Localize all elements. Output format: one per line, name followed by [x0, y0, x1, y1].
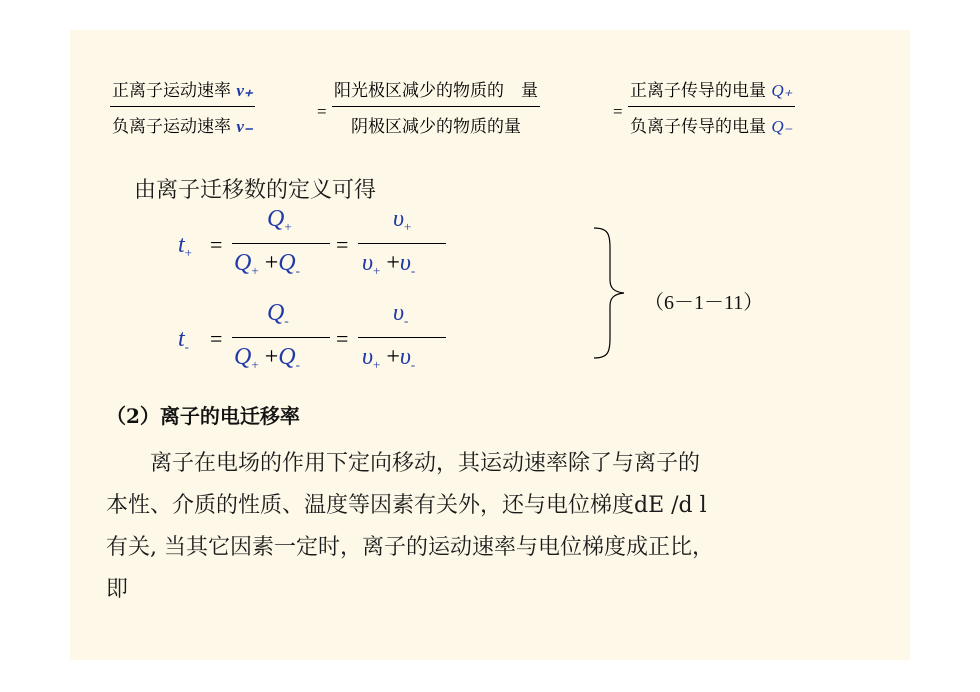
paragraph-line-2: 本性、介质的性质、温度等因素有关外，还与电位梯度dE /d l — [106, 493, 707, 518]
t-plus-symbol: $t_+$ — [178, 232, 193, 260]
velocity-ratio-fraction — [110, 76, 255, 137]
charge-ratio-fraction — [628, 76, 795, 137]
amount-ratio-fraction — [332, 76, 540, 137]
anion-velocity-label: 负离子运动速率 — [112, 117, 231, 137]
t-minus-equals-2: = — [336, 326, 349, 351]
t-plus-equals: = — [210, 232, 223, 257]
t-minus-velocity-denominator: $\upsilon_+ +\upsilon_-$ — [362, 344, 416, 372]
cation-charge-label: 正离子传导的电量 — [630, 81, 766, 101]
t-plus-equals-2: = — [336, 232, 349, 257]
cation-velocity-symbol: v₊ — [236, 81, 253, 100]
t-plus-velocity-denominator: $\upsilon_+ +\upsilon_-$ — [362, 250, 416, 278]
t-plus-fraction-bar-2 — [358, 243, 446, 244]
t-plus-fraction-bar-1 — [232, 243, 330, 244]
cation-charge-symbol: Q₊ — [771, 81, 793, 100]
t-plus-denominator: $Q_+ +Q_-$ — [234, 250, 300, 278]
slide-content — [70, 30, 910, 660]
t-minus-symbol: $t_-$ — [178, 326, 190, 354]
t-minus-fraction-bar-2 — [358, 337, 446, 338]
t-minus-equals: = — [210, 326, 223, 351]
equals-sign-2: = — [613, 102, 623, 121]
t-plus-numerator: $Q_+$ — [267, 206, 292, 234]
equation-number: （6－1－11） — [644, 292, 764, 314]
anion-charge-label: 负离子传导的电量 — [630, 117, 766, 137]
cation-velocity-label: 正离子运动速率 — [112, 81, 231, 101]
intro-text: 由离子迁移数的定义可得 — [134, 178, 377, 203]
t-minus-fraction-bar-1 — [232, 337, 330, 338]
section-heading: （2）离子的电迁移率 — [106, 404, 300, 428]
t-minus-velocity-numerator: $\upsilon_-$ — [393, 300, 409, 328]
paragraph-line-1: 离子在电场的作用下定向移动，其运动速率除了与离子的 — [150, 451, 701, 476]
anion-charge-symbol: Q₋ — [771, 117, 793, 136]
paragraph-line-4: 即 — [106, 577, 129, 602]
cathode-amount-label: 阴极区减少的物质的量 — [351, 117, 521, 137]
t-minus-numerator: $Q_-$ — [267, 300, 289, 328]
right-brace-icon — [590, 226, 630, 360]
t-plus-velocity-numerator: $\upsilon_+$ — [393, 206, 412, 234]
paragraph-line-3: 有关, 当其它因素一定时，离子的运动速率与电位梯度成正比， — [106, 535, 714, 560]
anion-velocity-symbol: v₋ — [236, 117, 253, 136]
equals-sign-1: = — [317, 102, 327, 121]
anode-amount-label: 阳光极区减少的物质的 量 — [332, 76, 540, 107]
t-minus-denominator: $Q_+ +Q_-$ — [234, 344, 300, 372]
